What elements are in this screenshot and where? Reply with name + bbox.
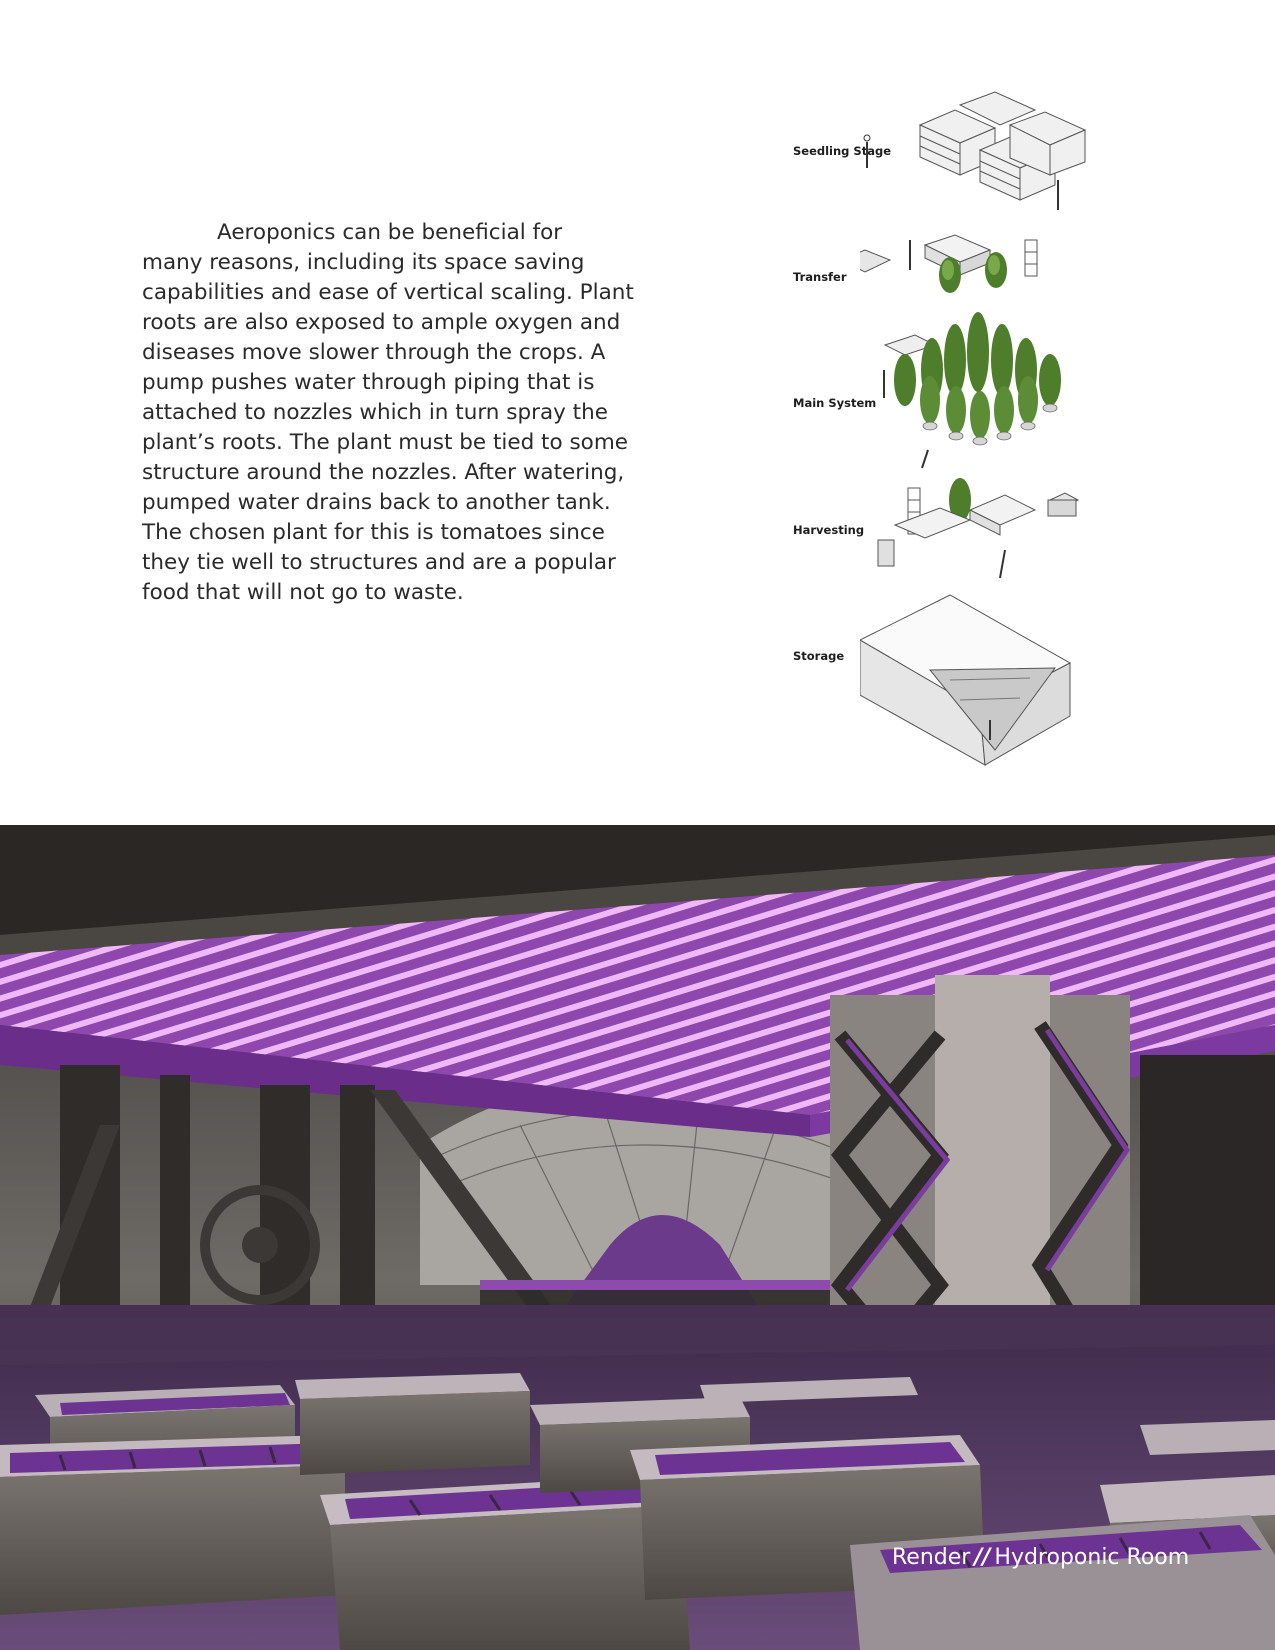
stage-label-storage: Storage — [793, 649, 845, 663]
render-caption-title: Hydroponic Room — [994, 1545, 1190, 1570]
stage-label-seedling: Seedling Stage — [793, 144, 891, 158]
body-text — [142, 218, 662, 608]
body-text-line: pumped water drains back to another tank. — [142, 490, 611, 515]
stage-label-main-system: Main System — [793, 396, 877, 410]
render-caption-separator: // — [974, 1545, 991, 1570]
seedling-shelving-illustration — [864, 92, 1085, 210]
body-text-line: Aeroponics can be beneficial for — [217, 220, 563, 245]
process-axonometric-diagram — [860, 80, 1160, 780]
stage-label-transfer: Transfer — [793, 270, 847, 284]
stage-label-harvesting: Harvesting — [793, 523, 865, 537]
body-text-line: structure around the nozzles. After watering, — [142, 460, 625, 485]
body-text-line: food that will not go to waste. — [142, 580, 464, 605]
render-caption-type: Render — [892, 1545, 971, 1570]
body-text-line: they tie well to structures and are a popular — [142, 550, 616, 575]
render-caption — [892, 1545, 1189, 1570]
body-text-line: plant’s roots. The plant must be tied to some — [142, 430, 629, 455]
body-text-line: roots are also exposed to ample oxygen and — [142, 310, 621, 335]
storage-building-illustration — [860, 595, 1070, 765]
transfer-illustration — [860, 235, 1037, 293]
body-text-line: attached to nozzles which in turn spray the — [142, 400, 608, 425]
render-image — [0, 825, 1275, 1650]
main-system-plants-illustration — [884, 312, 1061, 468]
body-text-line: capabilities and ease of vertical scaling. Plant — [142, 280, 634, 305]
body-text-line: many reasons, including its space saving — [142, 250, 585, 275]
body-text-line: diseases move slower through the crops. A — [142, 340, 606, 365]
harvesting-illustration — [878, 478, 1078, 578]
body-text-line: pump pushes water through piping that is — [142, 370, 595, 395]
body-text-line: The chosen plant for this is tomatoes since — [142, 520, 605, 545]
